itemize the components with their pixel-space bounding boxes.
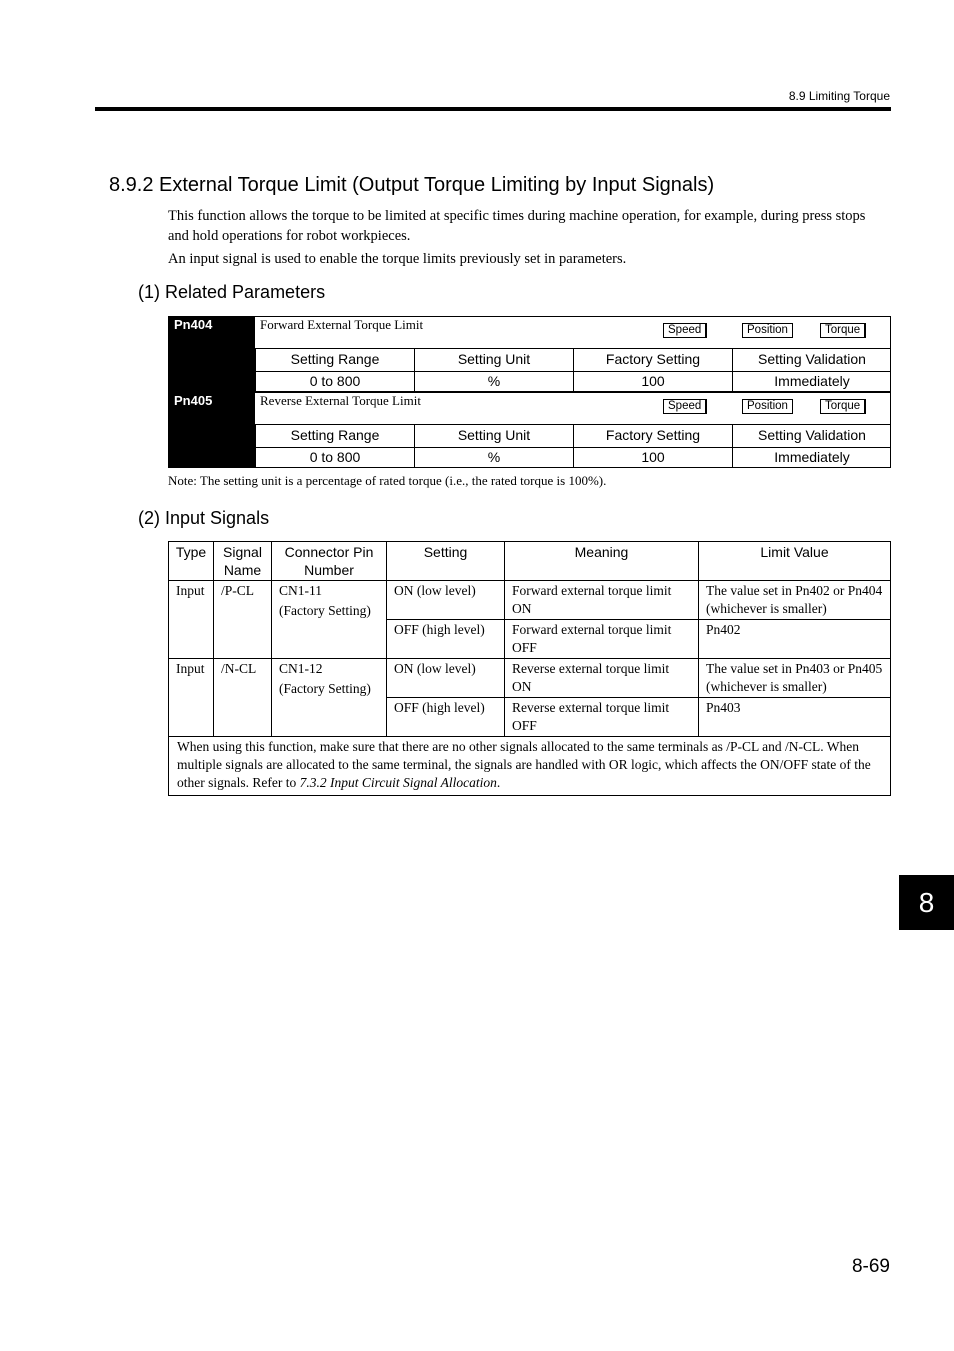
value-factory-setting: 100	[574, 371, 733, 392]
col-setting: Setting	[387, 542, 505, 581]
value-factory-setting: 100	[574, 447, 733, 468]
meaning-cell: Reverse external torque limit OFF	[505, 698, 699, 737]
table-header-row	[169, 542, 891, 581]
signal-cell: /P-CL	[214, 581, 272, 659]
mode-torque-badge: Torque	[820, 399, 866, 414]
pin-note: (Factory Setting)	[279, 602, 371, 618]
setting-cell: OFF (high level)	[387, 620, 505, 659]
pin-number: CN1-11	[279, 583, 322, 598]
col-setting-unit: Setting Unit	[415, 349, 574, 371]
param-note: Note: The setting unit is a percentage of rated torque (i.e., the rated torque is 100%).	[168, 473, 607, 488]
col-setting-unit: Setting Unit	[415, 425, 574, 447]
limit-cell: The value set in Pn403 or Pn405 (whichever is smaller)	[699, 659, 891, 698]
value-setting-unit: %	[415, 447, 574, 468]
mode-speed-badge: Speed	[663, 399, 707, 414]
value-setting-validation: Immediately	[774, 449, 850, 465]
table-footer-row	[169, 737, 891, 796]
meaning-cell: Forward external torque limit OFF	[505, 620, 699, 659]
value-setting-unit: %	[415, 371, 574, 392]
value-setting-range: 0 to 800	[255, 371, 415, 392]
table-row	[169, 581, 891, 620]
param-value-row	[255, 371, 891, 392]
col-type: Type	[169, 542, 214, 581]
related-parameters-heading: (1) Related Parameters	[138, 282, 326, 302]
col-factory-setting: Factory Setting	[574, 349, 733, 371]
input-signals-heading: (2) Input Signals	[138, 508, 270, 528]
param-table-pn405	[168, 392, 891, 468]
page-number: 8-69	[851, 1256, 890, 1277]
pin-cell	[272, 659, 387, 737]
pin-cell	[272, 581, 387, 659]
col-limit-value: Limit Value	[699, 542, 891, 581]
col-setting-range: Setting Range	[255, 425, 415, 447]
signal-cell: /N-CL	[214, 659, 272, 737]
limit-cell: Pn402	[699, 620, 891, 659]
col-factory-setting: Factory Setting	[574, 425, 733, 447]
col-meaning: Meaning	[505, 542, 699, 581]
type-cell: Input	[169, 581, 214, 659]
setting-cell: ON (low level)	[387, 659, 505, 698]
running-head: 8.9 Limiting Torque	[788, 89, 890, 103]
param-table-pn404	[168, 316, 891, 392]
param-header-row	[255, 348, 891, 372]
col-setting-range: Setting Range	[255, 349, 415, 371]
input-signals-table	[168, 541, 891, 796]
intro-paragraph-2: An input signal is used to enable the torque limits previously set in parameters.	[168, 251, 627, 267]
chapter-tab: 8	[899, 875, 954, 930]
col-setting-validation: Setting Validation	[758, 351, 866, 367]
value-setting-range: 0 to 800	[255, 447, 415, 468]
meaning-cell: Forward external torque limit ON	[505, 581, 699, 620]
param-id: Pn405	[168, 392, 255, 468]
param-header-row	[255, 424, 891, 448]
col-connector-pin: Connector Pin Number	[272, 542, 387, 581]
setting-cell: OFF (high level)	[387, 698, 505, 737]
table-footer-note	[169, 737, 891, 796]
limit-cell: The value set in Pn402 or Pn404 (whichever is smaller)	[699, 581, 891, 620]
table-row	[169, 659, 891, 698]
type-cell: Input	[169, 659, 214, 737]
meaning-cell: Reverse external torque limit ON	[505, 659, 699, 698]
setting-cell: ON (low level)	[387, 581, 505, 620]
footer-end: .	[496, 775, 501, 790]
limit-cell: Pn403	[699, 698, 891, 737]
col-setting-validation: Setting Validation	[758, 427, 866, 443]
pin-note: (Factory Setting)	[279, 680, 371, 696]
footer-text: When using this function, make sure that there are no other signals allocated to the same terminals as /P-CL and /N-CL. When multiple signals are allocated to the same terminal, the signals are handled with OR logic, which affects the ON/OFF state of the other signals. Refer to	[177, 739, 871, 790]
pin-number: CN1-12	[279, 661, 323, 676]
param-id: Pn404	[168, 316, 255, 392]
param-name: Reverse External Torque Limit	[260, 393, 421, 408]
section-title: 8.9.2 External Torque Limit (Output Torque Limiting by Input Signals)	[109, 174, 715, 196]
param-name: Forward External Torque Limit	[260, 317, 424, 332]
value-setting-validation: Immediately	[774, 373, 850, 389]
mode-position-badge: Position	[742, 399, 793, 414]
header-rule	[95, 107, 891, 111]
mode-torque-badge: Torque	[820, 323, 866, 338]
param-value-row	[255, 447, 891, 468]
col-signal-name: Signal Name	[214, 542, 272, 581]
intro-paragraph-1: This function allows the torque to be limited at specific times during machine operation, for example, during press stops and hold operations for robot workpieces.	[168, 208, 866, 244]
mode-speed-badge: Speed	[663, 323, 707, 338]
footer-reference: 7.3.2 Input Circuit Signal Allocation	[299, 775, 497, 790]
mode-position-badge: Position	[742, 323, 793, 338]
